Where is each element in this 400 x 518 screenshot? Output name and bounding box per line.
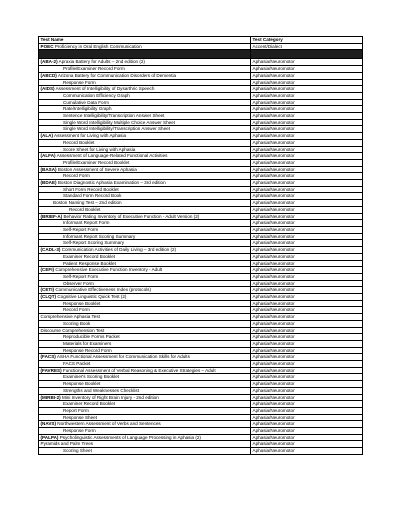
test-category-cell: Accent/Dialect: [251, 43, 363, 50]
table-row: [39, 213, 363, 220]
test-name: Informant Report Scoring Summary: [63, 233, 136, 239]
table-row: [39, 240, 363, 247]
test-name-cell: [39, 401, 251, 408]
test-name: Record Booklet: [63, 139, 95, 145]
test-name-cell: [39, 340, 251, 347]
test-name: Examiner's Scoring Booklet: [63, 374, 120, 380]
table-row: [39, 347, 363, 354]
test-name-cell: [39, 153, 251, 160]
test-category-cell: Aphasia/Neuromotor: [251, 354, 363, 361]
test-abbreviation: (MIRBI-2): [40, 394, 61, 400]
test-name: Record Form: [63, 173, 90, 179]
test-name: Standard Form Record Book: [63, 193, 122, 199]
header-test-category: Test Category: [251, 37, 363, 44]
test-name-cell: [39, 247, 251, 254]
test-abbreviation: (BASA): [40, 166, 57, 172]
test-name: Reproducible Forms Packet: [63, 334, 120, 340]
table-row: [39, 273, 363, 280]
test-name: ASHA Functional Assessment for Communication Skills for Adults: [56, 354, 190, 360]
test-name: Arizona Battery for Communication Disorders of Dementia: [57, 72, 177, 78]
test-name: Apraxia Battery for Adults – 2nd edition (2): [58, 59, 145, 65]
test-category-cell: Aphasia/Neuromotor: [251, 414, 363, 421]
test-name-cell: [39, 334, 251, 341]
test-category-cell: Aphasia/Neuromotor: [251, 59, 363, 66]
test-name: Scoring Book: [63, 320, 91, 326]
test-name: Proficiency in Oral English Communication: [54, 43, 142, 49]
test-name: Record Form: [63, 307, 90, 313]
test-category-cell: Aphasia/Neuromotor: [251, 434, 363, 441]
test-name-cell: [39, 43, 251, 50]
table-row: [39, 340, 363, 347]
test-name: Assessment for Living with Aphasia: [54, 133, 127, 139]
test-name-cell: [39, 367, 251, 374]
test-category-cell: Aphasia/Neuromotor: [251, 374, 363, 381]
test-name: Rate/Intelligibility Graph: [63, 106, 112, 112]
test-category-cell: Aphasia/Neuromotor: [251, 119, 363, 126]
test-name-cell: [39, 441, 251, 448]
table-row: [39, 414, 363, 421]
test-category-cell: Aphasia/Neuromotor: [251, 79, 363, 86]
test-name-cell: [39, 280, 251, 287]
test-name-cell: [39, 233, 251, 240]
table-row: [39, 434, 363, 441]
table-row: [39, 159, 363, 166]
test-name: Sentence Intelligibility/Transcription Answer Sheet: [63, 113, 165, 119]
test-abbreviation: (CLQT): [40, 294, 57, 300]
test-name-cell: [39, 186, 251, 193]
table-row: [39, 387, 363, 394]
test-name-cell: [39, 387, 251, 394]
test-name: Self-Report Form: [63, 273, 99, 279]
test-category-cell: Aphasia/Neuromotor: [251, 86, 363, 93]
test-category-cell: Aphasia/Neuromotor: [251, 347, 363, 354]
test-category-cell: Aphasia/Neuromotor: [251, 240, 363, 247]
test-name-cell: [39, 159, 251, 166]
test-name-cell: [39, 448, 251, 455]
table-row: [39, 66, 363, 73]
test-name: Scoring Sheet: [63, 448, 92, 454]
test-name-cell: [39, 361, 251, 368]
test-category-cell: Aphasia/Neuromotor: [251, 66, 363, 73]
table-row: [39, 267, 363, 274]
test-name: Informant Report Form: [63, 220, 110, 226]
test-name-cell: [39, 66, 251, 73]
table-row: [39, 374, 363, 381]
table-row: [39, 59, 363, 66]
table-row: [39, 354, 363, 361]
separator-row: [39, 50, 363, 59]
test-category-cell: Aphasia/Neuromotor: [251, 361, 363, 368]
table-row: [39, 448, 363, 455]
table-row: [39, 113, 363, 120]
test-name: Pyramids and Palm Trees: [40, 441, 94, 447]
test-name: Northwestern Assessment of Verbs and Sentences: [57, 421, 161, 427]
test-category-cell: Aphasia/Neuromotor: [251, 300, 363, 307]
test-name-cell: [39, 119, 251, 126]
test-abbreviation: (CETI): [40, 287, 55, 293]
test-name: Profile/Examiner Record Form: [63, 66, 125, 72]
table-row: [39, 133, 363, 140]
test-name-cell: [39, 314, 251, 321]
table-row: [39, 206, 363, 213]
test-category-cell: Aphasia/Neuromotor: [251, 233, 363, 240]
test-name-cell: [39, 220, 251, 227]
test-name-cell: [39, 260, 251, 267]
test-category-cell: Aphasia/Neuromotor: [251, 340, 363, 347]
test-name: Behavior Rating Inventory of Executive Function - Adult Version (2): [63, 213, 200, 219]
test-name: Cognitive Linguistic Quick Test (2): [57, 294, 127, 300]
test-category-cell: Aphasia/Neuromotor: [251, 294, 363, 301]
table-row: [39, 394, 363, 401]
test-category-cell: Aphasia/Neuromotor: [251, 193, 363, 200]
test-name: Profile/Examiner Record Booklet: [63, 159, 130, 165]
test-name: Communication Activities of Daily Living – 3rd edition (2): [61, 247, 177, 253]
test-name-cell: [39, 180, 251, 187]
test-category-cell: Aphasia/Neuromotor: [251, 159, 363, 166]
test-category-cell: Aphasia/Neuromotor: [251, 186, 363, 193]
table-header-row: [39, 37, 363, 44]
table-row: [39, 381, 363, 388]
test-name: Mini Inventory of Right Brain Injury - 2nd edition: [61, 394, 159, 400]
test-name: Comprehensive Executive Function Inventory - Adult: [55, 267, 163, 273]
test-category-cell: Aphasia/Neuromotor: [251, 213, 363, 220]
test-name-cell: [39, 327, 251, 334]
test-name-cell: [39, 381, 251, 388]
test-name: Communication Efficiency Graph: [63, 92, 130, 98]
test-category-cell: Aphasia/Neuromotor: [251, 173, 363, 180]
table-row: [39, 92, 363, 99]
test-name-cell: [39, 354, 251, 361]
test-category-cell: Aphasia/Neuromotor: [251, 126, 363, 133]
test-category-cell: Aphasia/Neuromotor: [251, 401, 363, 408]
test-abbreviation: POEC: [40, 43, 54, 49]
test-name: Examiner Record Booklet: [63, 253, 116, 259]
test-name: Short Form Record Booklet: [63, 186, 119, 192]
test-name: Materials for Examiners: [63, 340, 112, 346]
table-row: [39, 79, 363, 86]
test-name-cell: [39, 267, 251, 274]
test-category-cell: Aphasia/Neuromotor: [251, 441, 363, 448]
test-name: Communicative Effectiveness Index (protocols): [55, 287, 151, 293]
table-row: [39, 173, 363, 180]
test-name-cell: [39, 226, 251, 233]
test-name: Strengths and Weaknesses Checklist: [63, 387, 140, 393]
test-name: Psycholinguistic Assessments of Language Processing in Aphasia (2): [59, 434, 201, 440]
test-category-cell: Aphasia/Neuromotor: [251, 280, 363, 287]
test-name-cell: [39, 166, 251, 173]
table-row: [39, 401, 363, 408]
table-row: [39, 421, 363, 428]
table-row: [39, 146, 363, 153]
test-name-cell: [39, 300, 251, 307]
test-category-cell: Aphasia/Neuromotor: [251, 287, 363, 294]
test-name: Score Sheet for Living with Aphasia: [63, 146, 136, 152]
table-row: [39, 43, 363, 50]
header-test-name: Test Name: [39, 37, 251, 44]
test-abbreviation: (FAVRES): [40, 367, 62, 373]
test-name-cell: [39, 407, 251, 414]
table-row: [39, 220, 363, 227]
test-name: Patient Response Booklet: [63, 260, 116, 266]
table-row: [39, 280, 363, 287]
table-row: [39, 407, 363, 414]
table-row: [39, 441, 363, 448]
test-name-cell: [39, 92, 251, 99]
test-name-cell: [39, 99, 251, 106]
table-row: [39, 260, 363, 267]
table-row: [39, 334, 363, 341]
test-name-cell: [39, 113, 251, 120]
test-category-cell: Aphasia/Neuromotor: [251, 327, 363, 334]
table-row: [39, 233, 363, 240]
test-name: Cumulative Data Form: [63, 99, 109, 105]
test-name: Single Word Intelligibility Multiple Choice Answer Sheet: [63, 119, 176, 125]
test-table: [38, 36, 363, 455]
test-category-cell: Aphasia/Neuromotor: [251, 367, 363, 374]
test-category-cell: Aphasia/Neuromotor: [251, 307, 363, 314]
table-row: [39, 226, 363, 233]
test-name: Boston Naming Test – 2nd edition: [53, 200, 122, 206]
test-category-cell: Aphasia/Neuromotor: [251, 166, 363, 173]
test-category-cell: Aphasia/Neuromotor: [251, 226, 363, 233]
test-name: Boston Diagnostic Aphasia Examination – 3rd edition: [57, 180, 166, 186]
test-name-cell: [39, 434, 251, 441]
table-row: [39, 200, 363, 207]
test-name: Response Record Form: [63, 347, 112, 353]
test-name: FACS Packet: [63, 361, 91, 367]
test-abbreviation: (ABA-2): [40, 59, 58, 65]
test-category-cell: Aphasia/Neuromotor: [251, 206, 363, 213]
test-name-cell: [39, 320, 251, 327]
test-name: Response Form: [63, 79, 96, 85]
test-category-cell: Aphasia/Neuromotor: [251, 267, 363, 274]
test-name: Response Sheet: [63, 414, 97, 420]
test-name-cell: [39, 287, 251, 294]
test-category-cell: Aphasia/Neuromotor: [251, 99, 363, 106]
table-row: [39, 314, 363, 321]
test-name: Response Booklet: [63, 300, 101, 306]
table-row: [39, 294, 363, 301]
test-name-cell: [39, 294, 251, 301]
test-category-cell: Aphasia/Neuromotor: [251, 428, 363, 435]
test-category-cell: Aphasia/Neuromotor: [251, 200, 363, 207]
test-name: Response Form: [63, 428, 96, 434]
table-row: [39, 247, 363, 254]
test-abbreviation: (ALA): [40, 133, 54, 139]
test-name-cell: [39, 86, 251, 93]
test-name-cell: [39, 206, 251, 213]
test-name-cell: [39, 126, 251, 133]
test-category-cell: Aphasia/Neuromotor: [251, 387, 363, 394]
test-name-cell: [39, 213, 251, 220]
test-name-cell: [39, 240, 251, 247]
test-name: Single Word Intelligibility/Transcription Answer Sheet: [63, 126, 170, 132]
table-row: [39, 428, 363, 435]
test-category-cell: Aphasia/Neuromotor: [251, 146, 363, 153]
test-abbreviation: (FACS): [40, 354, 56, 360]
test-abbreviation: (BDAE): [40, 180, 57, 186]
table-row: [39, 180, 363, 187]
test-name: Observer Form: [63, 280, 94, 286]
test-name-cell: [39, 428, 251, 435]
test-category-cell: Aphasia/Neuromotor: [251, 253, 363, 260]
table-row: [39, 287, 363, 294]
table-row: [39, 106, 363, 113]
table-row: [39, 86, 363, 93]
test-category-cell: Aphasia/Neuromotor: [251, 448, 363, 455]
table-row: [39, 72, 363, 79]
test-name: Functional Assessment of Verbal Reasoning & Executive Strategies – Adult: [62, 367, 216, 373]
test-name-cell: [39, 173, 251, 180]
table-body: [39, 43, 363, 454]
test-category-cell: Aphasia/Neuromotor: [251, 180, 363, 187]
test-name-cell: [39, 59, 251, 66]
test-name-cell: [39, 200, 251, 207]
test-name-cell: [39, 106, 251, 113]
test-name-cell: [39, 253, 251, 260]
test-abbreviation: (AIDS): [40, 86, 55, 92]
test-category-cell: Aphasia/Neuromotor: [251, 273, 363, 280]
test-name: Examiner Record Booklet: [63, 401, 116, 407]
separator-cell: [39, 50, 251, 59]
table-row: [39, 139, 363, 146]
test-category-cell: Aphasia/Neuromotor: [251, 139, 363, 146]
table-row: [39, 327, 363, 334]
table-row: [39, 361, 363, 368]
separator-cell: [251, 50, 363, 59]
table-row: [39, 300, 363, 307]
table-row: [39, 307, 363, 314]
table-row: [39, 367, 363, 374]
test-name: Assessment of Language-Related Functional Activities: [56, 153, 168, 159]
test-name: Discourse Comprehension Test: [40, 327, 105, 333]
table-row: [39, 186, 363, 193]
test-category-cell: Aphasia/Neuromotor: [251, 407, 363, 414]
test-category-cell: Aphasia/Neuromotor: [251, 133, 363, 140]
test-name-cell: [39, 72, 251, 79]
test-category-cell: Aphasia/Neuromotor: [251, 220, 363, 227]
test-abbreviation: (BRIEF-A): [40, 213, 63, 219]
test-category-cell: Aphasia/Neuromotor: [251, 106, 363, 113]
test-category-cell: Aphasia/Neuromotor: [251, 92, 363, 99]
test-name: Response Booklet: [63, 381, 101, 387]
table-row: [39, 126, 363, 133]
table-row: [39, 320, 363, 327]
table-row: [39, 99, 363, 106]
test-category-cell: Aphasia/Neuromotor: [251, 394, 363, 401]
test-category-cell: Aphasia/Neuromotor: [251, 381, 363, 388]
test-name: Self-Report Form: [63, 226, 99, 232]
test-abbreviation: (NAVS): [40, 421, 56, 427]
test-category-cell: Aphasia/Neuromotor: [251, 113, 363, 120]
test-category-cell: Aphasia/Neuromotor: [251, 247, 363, 254]
test-name-cell: [39, 394, 251, 401]
test-abbreviation: (CADL-3): [40, 247, 61, 253]
test-category-cell: Aphasia/Neuromotor: [251, 314, 363, 321]
test-category-cell: Aphasia/Neuromotor: [251, 421, 363, 428]
test-name: Self-Report Scoring Summary: [63, 240, 125, 246]
table-row: [39, 253, 363, 260]
test-category-cell: Aphasia/Neuromotor: [251, 72, 363, 79]
test-name: Record Booklet: [69, 206, 101, 212]
test-name: Comprehensive Aphasia Test: [40, 314, 100, 320]
table-row: [39, 166, 363, 173]
test-name-cell: [39, 421, 251, 428]
test-name-cell: [39, 414, 251, 421]
test-name-cell: [39, 79, 251, 86]
test-category-cell: Aphasia/Neuromotor: [251, 153, 363, 160]
table-row: [39, 119, 363, 126]
table-row: [39, 193, 363, 200]
table-row: [39, 153, 363, 160]
test-abbreviation: (ALFA): [40, 153, 56, 159]
test-name: Boston Assessment of Severe Aphasia: [57, 166, 137, 172]
test-name-cell: [39, 347, 251, 354]
test-name-cell: [39, 273, 251, 280]
test-abbreviation: (ABCD): [40, 72, 57, 78]
test-name-cell: [39, 193, 251, 200]
test-name: Assessment of Intelligibility of Dysarthric Speech: [55, 86, 155, 92]
test-name-cell: [39, 139, 251, 146]
test-abbreviation: (CEFI): [40, 267, 55, 273]
test-name-cell: [39, 146, 251, 153]
test-name-cell: [39, 133, 251, 140]
test-abbreviation: (PALPA): [40, 434, 59, 440]
test-category-cell: Aphasia/Neuromotor: [251, 334, 363, 341]
test-category-cell: Aphasia/Neuromotor: [251, 320, 363, 327]
test-name-cell: [39, 307, 251, 314]
test-category-cell: Aphasia/Neuromotor: [251, 260, 363, 267]
test-name: Report Form: [63, 407, 89, 413]
test-name-cell: [39, 374, 251, 381]
